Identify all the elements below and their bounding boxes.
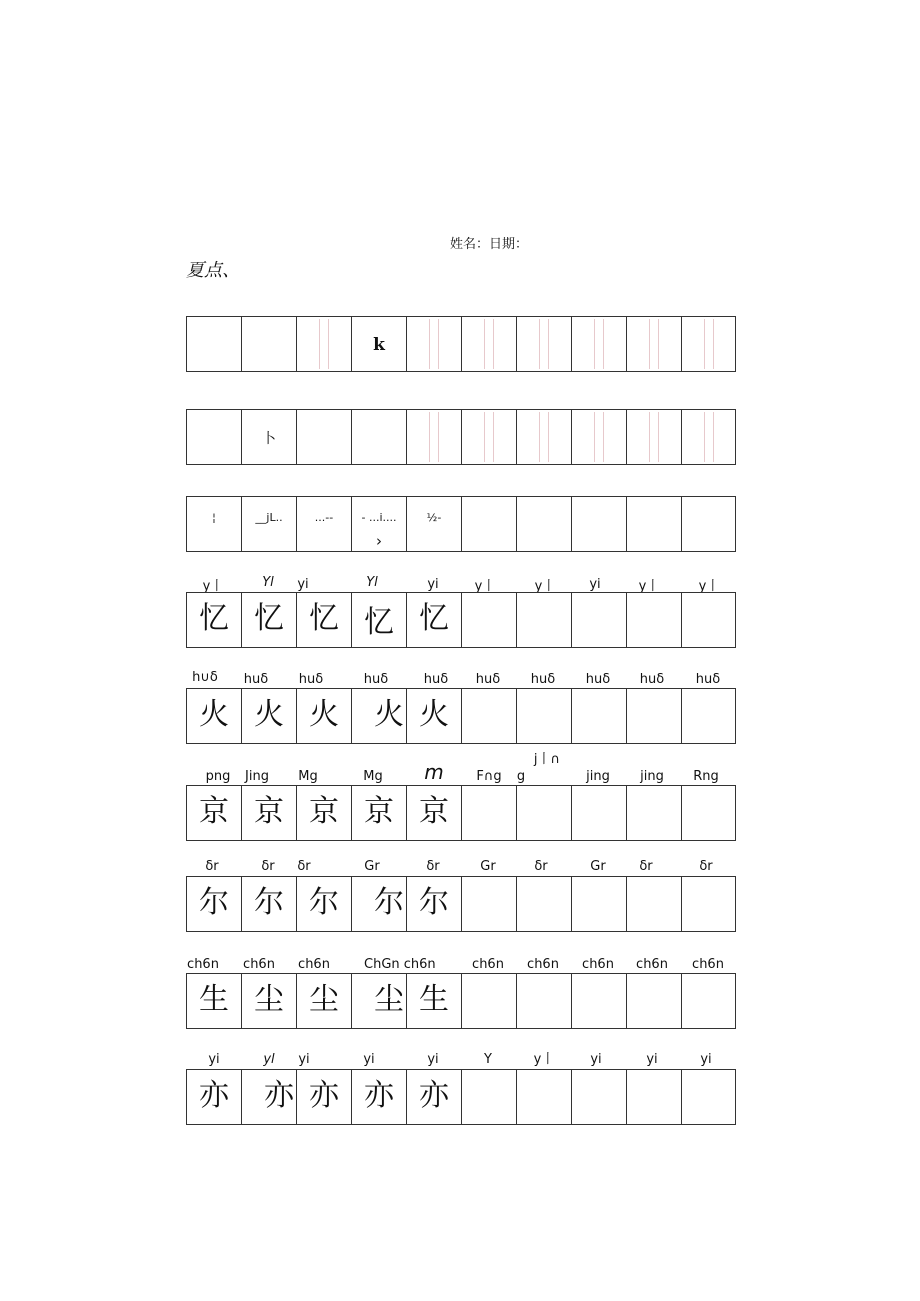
- grid-cell: [516, 974, 571, 1028]
- grid-cell: [626, 593, 681, 647]
- pinyin-label: Y: [484, 1052, 492, 1067]
- grid-cell: [681, 877, 736, 931]
- pinyin-label: jing: [586, 769, 610, 784]
- pinyin-label: jing: [640, 769, 664, 784]
- model-character: 火: [419, 697, 449, 732]
- grid-cell: [626, 689, 681, 743]
- grid-cell: [461, 786, 516, 840]
- pinyin-label: δr: [534, 859, 548, 874]
- grid-cell: [351, 877, 406, 931]
- grid-cell: [241, 497, 296, 551]
- pinyin-label: huδ: [639, 672, 665, 687]
- grid-cell: [626, 877, 681, 931]
- model-character: 尔: [309, 885, 339, 920]
- grid-cell: [241, 410, 296, 464]
- stroke-mark: ...--: [314, 511, 334, 524]
- pinyin-label: y丨: [698, 579, 720, 594]
- pinyin-label: huδ: [363, 672, 389, 687]
- grid-cell: [186, 1070, 241, 1124]
- model-character: 火: [374, 697, 404, 732]
- grid-cell: [241, 593, 296, 647]
- model-character: 忆: [254, 601, 284, 636]
- stroke-mark: k: [373, 335, 385, 355]
- grid-cell: [296, 497, 351, 551]
- pinyin-label: ch6n: [243, 957, 275, 972]
- pinyin-label: m: [424, 760, 444, 784]
- pinyin-label: F∩g: [476, 769, 502, 784]
- model-character: 生: [419, 982, 449, 1017]
- grid-cell: [681, 497, 736, 551]
- grid-cell: [626, 786, 681, 840]
- grid-cell: [681, 786, 736, 840]
- grid-cell: [571, 1070, 626, 1124]
- stroke-mark: ½-: [426, 511, 442, 524]
- grid-cell: [296, 877, 351, 931]
- grid-cell: [351, 786, 406, 840]
- pinyin-label: yi: [298, 1052, 310, 1067]
- pinyin-label: huδ: [695, 672, 721, 687]
- grid-cell: [681, 1070, 736, 1124]
- grid-cell: [516, 689, 571, 743]
- grid-cell: [681, 974, 736, 1028]
- pinyin-label: yi: [589, 577, 601, 592]
- grid-cell: [186, 593, 241, 647]
- grid-cell: [516, 593, 571, 647]
- pinyin-label: ch6n: [472, 957, 504, 972]
- model-character: 忆: [419, 601, 449, 636]
- practice-row-2: [186, 409, 736, 465]
- grid-cell: [571, 410, 626, 464]
- pinyin-label: ch6n: [527, 957, 559, 972]
- pinyin-label: yl: [263, 1052, 275, 1067]
- grid-cell: [406, 410, 461, 464]
- grid-cell: [516, 317, 571, 371]
- pinyin-label: ch6n: [298, 957, 330, 972]
- grid-cell: [626, 497, 681, 551]
- pinyin-label: yi: [646, 1052, 658, 1067]
- pinyin-label: δr: [426, 859, 440, 874]
- pinyin-label: yi: [427, 577, 439, 592]
- pinyin-label: ch6n: [636, 957, 668, 972]
- grid-cell: [461, 317, 516, 371]
- grid-cell: [571, 497, 626, 551]
- subtitle: 夏点、: [186, 260, 240, 281]
- model-character: 生: [199, 982, 229, 1017]
- practice-row-er: [186, 876, 736, 932]
- pinyin-label: ChGn ch6n: [364, 957, 436, 972]
- grid-cell: [406, 497, 461, 551]
- model-character: 亦: [309, 1078, 339, 1113]
- pinyin-label: huδ: [243, 672, 269, 687]
- pinyin-label: Yl: [366, 575, 378, 590]
- model-character: 亦: [199, 1078, 229, 1113]
- grid-cell: [516, 1070, 571, 1124]
- grid-cell: [571, 689, 626, 743]
- grid-cell: [296, 317, 351, 371]
- pinyin-label: g: [516, 769, 526, 784]
- grid-cell: [296, 1070, 351, 1124]
- grid-cell: [461, 1070, 516, 1124]
- model-character: 尔: [254, 885, 284, 920]
- pinyin-label: Jing: [245, 769, 269, 784]
- grid-cell: [516, 786, 571, 840]
- model-character: 尔: [419, 885, 449, 920]
- grid-cell: [241, 974, 296, 1028]
- grid-cell: [571, 974, 626, 1028]
- model-character: 火: [199, 697, 229, 732]
- model-character: 忆: [364, 605, 394, 640]
- grid-cell: [241, 877, 296, 931]
- grid-cell: [186, 877, 241, 931]
- grid-cell: [571, 877, 626, 931]
- grid-cell: [406, 786, 461, 840]
- pinyin-label: Rng: [693, 769, 719, 784]
- model-character: 亦: [364, 1078, 394, 1113]
- model-character: 亦: [419, 1078, 449, 1113]
- practice-row-huo: [186, 688, 736, 744]
- practice-row-chen: [186, 973, 736, 1029]
- pinyin-label: δr: [261, 859, 275, 874]
- pinyin-label: huδ: [423, 672, 449, 687]
- model-character: 亦: [264, 1078, 294, 1113]
- pinyin-label: yi: [208, 1052, 220, 1067]
- pinyin-label: Gr: [480, 859, 496, 874]
- grid-cell: [241, 689, 296, 743]
- grid-cell: [241, 1070, 296, 1124]
- model-character: 尘: [254, 982, 284, 1017]
- grid-cell: [516, 410, 571, 464]
- grid-cell: [351, 497, 406, 551]
- grid-cell: [406, 593, 461, 647]
- grid-cell: [681, 689, 736, 743]
- grid-cell: [186, 786, 241, 840]
- pinyin-label: ch6n: [692, 957, 724, 972]
- grid-cell: [461, 497, 516, 551]
- grid-cell: [461, 877, 516, 931]
- pinyin-label: Mg: [298, 769, 318, 784]
- grid-cell: [406, 1070, 461, 1124]
- practice-row-yi: [186, 592, 736, 648]
- pinyin-label: h∪δ: [192, 670, 218, 685]
- grid-cell: [406, 974, 461, 1028]
- grid-cell: [461, 593, 516, 647]
- grid-cell: [571, 317, 626, 371]
- grid-cell: [296, 593, 351, 647]
- grid-cell: [406, 877, 461, 931]
- model-character: 尔: [374, 885, 404, 920]
- pinyin-label: yi: [590, 1052, 602, 1067]
- name-date-label: 姓名：日期：: [450, 237, 529, 252]
- practice-row-1: [186, 316, 736, 372]
- model-character: 忆: [309, 601, 339, 636]
- model-character: 火: [254, 697, 284, 732]
- pinyin-label: yi: [700, 1052, 712, 1067]
- pinyin-label: huδ: [475, 672, 501, 687]
- grid-cell: [296, 689, 351, 743]
- grid-cell: [681, 410, 736, 464]
- stroke-mark: - ...i....: [361, 511, 397, 524]
- grid-cell: [296, 786, 351, 840]
- stroke-mark: __jL..: [255, 511, 283, 524]
- model-character: 京: [419, 794, 449, 829]
- pinyin-label: δr: [297, 859, 311, 874]
- grid-cell: [241, 317, 296, 371]
- pinyin-label: j丨∩: [533, 752, 561, 767]
- pinyin-label: y丨: [534, 579, 556, 594]
- grid-cell: [516, 497, 571, 551]
- model-character: 尘: [309, 982, 339, 1017]
- practice-row-3: [186, 496, 736, 552]
- grid-cell: [351, 1070, 406, 1124]
- grid-cell: [351, 317, 406, 371]
- grid-cell: [626, 1070, 681, 1124]
- stroke-mark: ›: [376, 532, 382, 550]
- grid-cell: [681, 593, 736, 647]
- pinyin-label: Yl: [262, 575, 274, 590]
- grid-cell: [351, 593, 406, 647]
- model-character: 京: [254, 794, 284, 829]
- pinyin-label: y丨: [202, 579, 224, 594]
- pinyin-label: Mg: [363, 769, 383, 784]
- pinyin-label: Gr: [364, 859, 380, 874]
- grid-cell: [516, 877, 571, 931]
- grid-cell: [351, 410, 406, 464]
- grid-cell: [296, 410, 351, 464]
- grid-cell: [461, 974, 516, 1028]
- grid-cell: [626, 974, 681, 1028]
- pinyin-label: δr: [205, 859, 219, 874]
- pinyin-label: yi: [427, 1052, 439, 1067]
- model-character: 忆: [199, 601, 229, 636]
- grid-cell: [186, 497, 241, 551]
- grid-cell: [241, 786, 296, 840]
- pinyin-label: png: [205, 769, 231, 784]
- grid-cell: [406, 317, 461, 371]
- grid-cell: [461, 689, 516, 743]
- model-character: 京: [309, 794, 339, 829]
- model-character: 尔: [199, 885, 229, 920]
- grid-cell: [351, 689, 406, 743]
- grid-cell: [571, 593, 626, 647]
- model-character: 尘: [374, 982, 404, 1017]
- practice-row-yi2: [186, 1069, 736, 1125]
- grid-cell: [186, 410, 241, 464]
- grid-cell: [351, 974, 406, 1028]
- model-character: 京: [199, 794, 229, 829]
- pinyin-label: ch6n: [582, 957, 614, 972]
- pinyin-label: yi: [363, 1052, 375, 1067]
- stroke-mark: 卜: [262, 431, 276, 447]
- pinyin-label: y丨: [474, 579, 496, 594]
- pinyin-label: yi: [297, 577, 309, 592]
- grid-cell: [571, 786, 626, 840]
- pinyin-label: y丨: [638, 579, 660, 594]
- grid-cell: [626, 410, 681, 464]
- grid-cell: [681, 317, 736, 371]
- pinyin-label: y丨: [533, 1052, 555, 1067]
- pinyin-label: δr: [699, 859, 713, 874]
- grid-cell: [626, 317, 681, 371]
- grid-cell: [186, 689, 241, 743]
- pinyin-label: huδ: [530, 672, 556, 687]
- stroke-mark: ¦: [212, 511, 216, 524]
- grid-cell: [296, 974, 351, 1028]
- pinyin-label: Gr: [590, 859, 606, 874]
- grid-cell: [461, 410, 516, 464]
- pinyin-label: δr: [639, 859, 653, 874]
- practice-row-jing: [186, 785, 736, 841]
- grid-cell: [186, 974, 241, 1028]
- pinyin-label: huδ: [585, 672, 611, 687]
- model-character: 火: [309, 697, 339, 732]
- model-character: 京: [364, 794, 394, 829]
- pinyin-label: ch6n: [187, 957, 219, 972]
- grid-cell: [186, 317, 241, 371]
- pinyin-label: huδ: [298, 672, 324, 687]
- grid-cell: [406, 689, 461, 743]
